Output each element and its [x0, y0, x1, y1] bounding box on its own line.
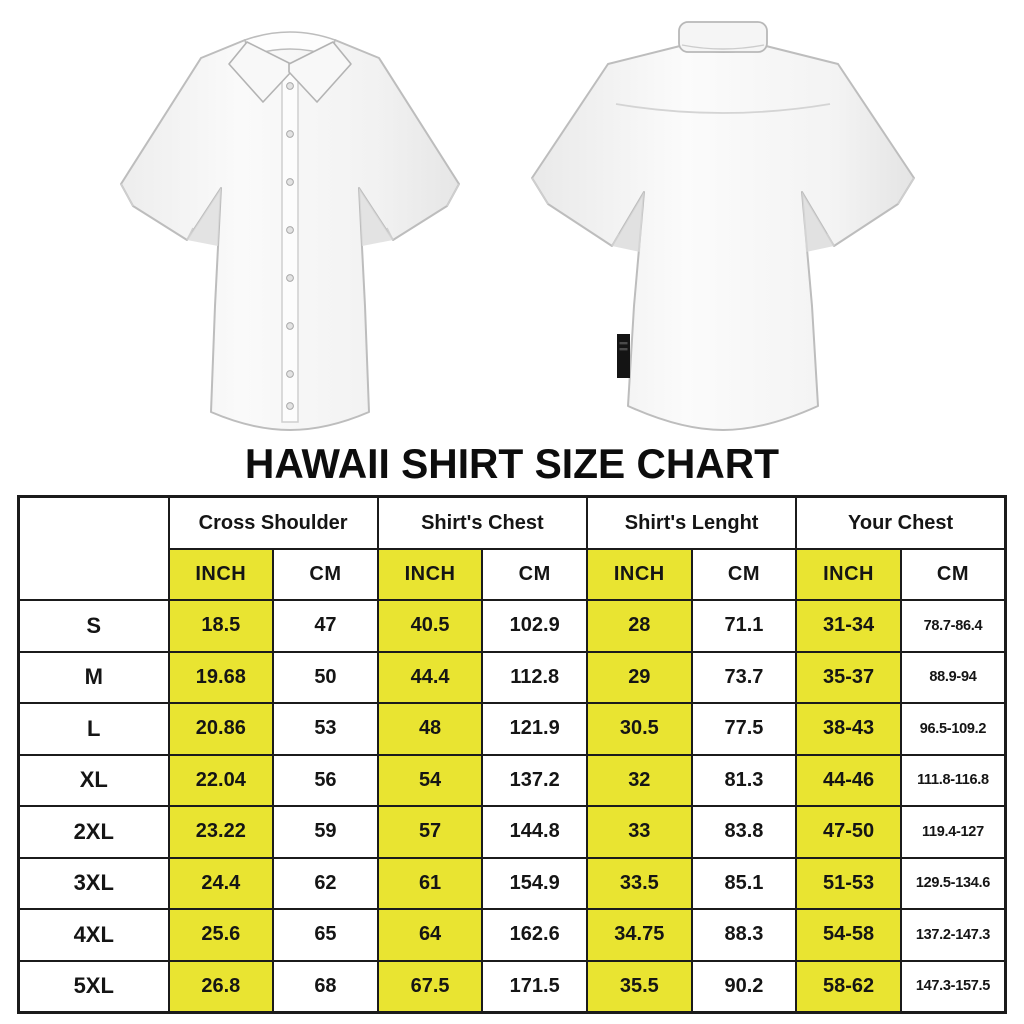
value-cell: 50: [273, 652, 378, 704]
value-cell: 111.8-116.8: [901, 755, 1006, 807]
unit-header-inch: INCH: [587, 549, 692, 600]
value-cell: 77.5: [692, 703, 797, 755]
value-cell: 44.4: [378, 652, 483, 704]
value-cell: 61: [378, 858, 483, 910]
shirt-back-image: [516, 6, 931, 440]
value-cell: 85.1: [692, 858, 797, 910]
value-cell: 48: [378, 703, 483, 755]
unit-header-inch: INCH: [169, 549, 274, 600]
size-row-m: [19, 652, 1006, 704]
value-cell: 47-50: [796, 806, 901, 858]
value-cell: 33: [587, 806, 692, 858]
value-cell: 68: [273, 961, 378, 1013]
value-cell: 88.3: [692, 909, 797, 961]
value-cell: 25.6: [169, 909, 274, 961]
group-header-cross-shoulder: Cross Shoulder: [169, 497, 378, 550]
value-cell: 51-53: [796, 858, 901, 910]
value-cell: 137.2-147.3: [901, 909, 1006, 961]
group-header-your-chest: Your Chest: [796, 497, 1005, 550]
value-cell: 96.5-109.2: [901, 703, 1006, 755]
value-cell: 112.8: [482, 652, 587, 704]
size-label: 2XL: [19, 806, 169, 858]
unit-header-cm: CM: [901, 549, 1006, 600]
size-label: L: [19, 703, 169, 755]
value-cell: 34.75: [587, 909, 692, 961]
value-cell: 57: [378, 806, 483, 858]
value-cell: 33.5: [587, 858, 692, 910]
value-cell: 32: [587, 755, 692, 807]
value-cell: 26.8: [169, 961, 274, 1013]
group-header-shirts-length: Shirt's Lenght: [587, 497, 796, 550]
shirt-images: [0, 6, 1024, 442]
value-cell: 56: [273, 755, 378, 807]
value-cell: 90.2: [692, 961, 797, 1013]
value-cell: 18.5: [169, 600, 274, 652]
value-cell: 35.5: [587, 961, 692, 1013]
size-row-5xl: [19, 961, 1006, 1013]
value-cell: 83.8: [692, 806, 797, 858]
value-cell: 154.9: [482, 858, 587, 910]
value-cell: 62: [273, 858, 378, 910]
value-cell: 59: [273, 806, 378, 858]
value-cell: 30.5: [587, 703, 692, 755]
value-cell: 88.9-94: [901, 652, 1006, 704]
value-cell: 29: [587, 652, 692, 704]
size-row-2xl: [19, 806, 1006, 858]
hem-tag: [617, 334, 630, 378]
value-cell: 40.5: [378, 600, 483, 652]
value-cell: 31-34: [796, 600, 901, 652]
value-cell: 78.7-86.4: [901, 600, 1006, 652]
size-row-4xl: [19, 909, 1006, 961]
value-cell: 19.68: [169, 652, 274, 704]
size-label: 4XL: [19, 909, 169, 961]
unit-header-cm: CM: [273, 549, 378, 600]
page-title: HAWAII SHIRT SIZE CHART: [244, 440, 780, 487]
value-cell: 147.3-157.5: [901, 961, 1006, 1013]
size-label: 3XL: [19, 858, 169, 910]
unit-header-cm: CM: [692, 549, 797, 600]
unit-header-cm: CM: [482, 549, 587, 600]
size-row-xl: [19, 755, 1006, 807]
group-header-shirts-chest: Shirt's Chest: [378, 497, 587, 550]
size-row-s: [19, 600, 1006, 652]
value-cell: 64: [378, 909, 483, 961]
value-cell: 144.8: [482, 806, 587, 858]
size-label: XL: [19, 755, 169, 807]
value-cell: 47: [273, 600, 378, 652]
value-cell: 67.5: [378, 961, 483, 1013]
value-cell: 24.4: [169, 858, 274, 910]
value-cell: 137.2: [482, 755, 587, 807]
value-cell: 22.04: [169, 755, 274, 807]
size-label: 5XL: [19, 961, 169, 1013]
value-cell: 65: [273, 909, 378, 961]
value-cell: 81.3: [692, 755, 797, 807]
group-header-row: [19, 497, 1006, 550]
shirt-front-image: [93, 6, 488, 440]
size-chart-table: [17, 495, 1007, 1014]
corner-cell: [19, 497, 169, 601]
value-cell: 20.86: [169, 703, 274, 755]
size-label: M: [19, 652, 169, 704]
value-cell: 162.6: [482, 909, 587, 961]
value-cell: 53: [273, 703, 378, 755]
value-cell: 129.5-134.6: [901, 858, 1006, 910]
value-cell: 121.9: [482, 703, 587, 755]
value-cell: 54: [378, 755, 483, 807]
value-cell: 171.5: [482, 961, 587, 1013]
value-cell: 44-46: [796, 755, 901, 807]
value-cell: 35-37: [796, 652, 901, 704]
value-cell: 73.7: [692, 652, 797, 704]
value-cell: 38-43: [796, 703, 901, 755]
size-row-3xl: [19, 858, 1006, 910]
value-cell: 102.9: [482, 600, 587, 652]
unit-header-inch: INCH: [796, 549, 901, 600]
value-cell: 28: [587, 600, 692, 652]
value-cell: 71.1: [692, 600, 797, 652]
unit-header-inch: INCH: [378, 549, 483, 600]
size-label: S: [19, 600, 169, 652]
value-cell: 58-62: [796, 961, 901, 1013]
size-row-l: [19, 703, 1006, 755]
value-cell: 54-58: [796, 909, 901, 961]
value-cell: 119.4-127: [901, 806, 1006, 858]
value-cell: 23.22: [169, 806, 274, 858]
